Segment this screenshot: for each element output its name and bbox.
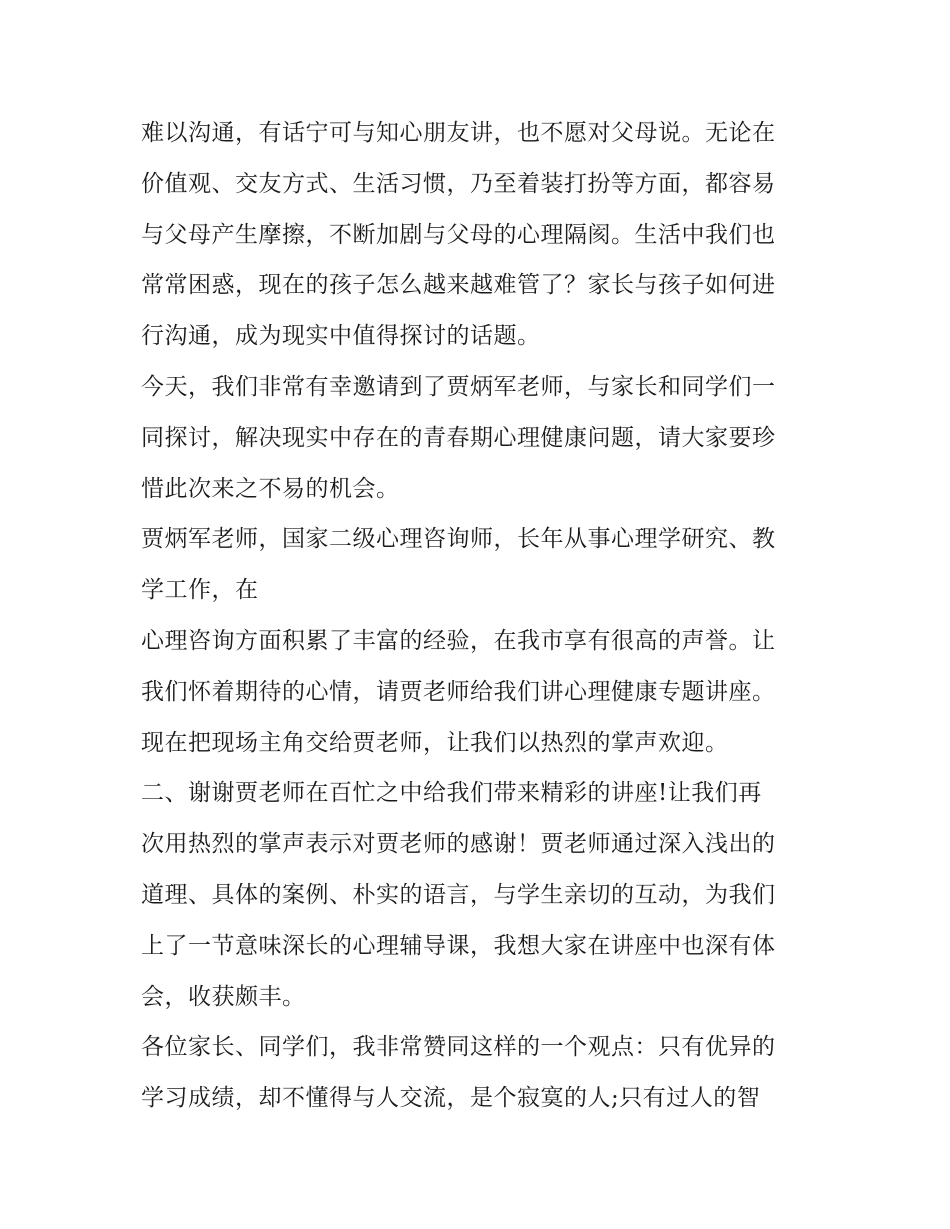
- text-line: 现在把现场主角交给贾老师，让我们以热烈的掌声欢迎。: [141, 729, 729, 756]
- text-line: 各位家长、同学们，我非常赞同这样的一个观点：只有优异的: [141, 1034, 776, 1061]
- text-line: 学习成绩，却不懂得与人交流，是个寂寞的人;只有过人的智: [141, 1085, 761, 1112]
- text-line: 心理咨询方面积累了丰富的经验，在我市享有很高的声誉。让: [141, 627, 776, 654]
- text-line: 我们怀着期待的心情，请贾老师给我们讲心理健康专题讲座。: [141, 678, 776, 705]
- text-line: 二、谢谢贾老师在百忙之中给我们带来精彩的讲座!让我们再: [141, 780, 762, 807]
- text-line: 学工作，在: [141, 577, 259, 604]
- text-line: 道理、具体的案例、朴实的语言，与学生亲切的互动，为我们: [141, 881, 776, 908]
- text-line: 常常困惑，现在的孩子怎么越来越难管了？家长与孩子如何进: [141, 272, 776, 299]
- text-line: 惜此次来之不易的机会。: [141, 475, 400, 502]
- text-line: 行沟通，成为现实中值得探讨的话题。: [141, 323, 541, 350]
- text-line: 上了一节意味深长的心理辅导课，我想大家在讲座中也深有体: [141, 932, 776, 959]
- document-body-text: [141, 108, 821, 1124]
- text-line: 今天，我们非常有幸邀请到了贾炳军老师，与家长和同学们一: [141, 373, 776, 400]
- text-line: 难以沟通，有话宁可与知心朋友讲，也不愿对父母说。无论在: [141, 120, 776, 146]
- text-line: 同探讨，解决现实中存在的青春期心理健康问题，请大家要珍: [141, 424, 776, 451]
- text-line: 贾炳军老师，国家二级心理咨询师，长年从事心理学研究、教: [141, 526, 776, 553]
- text-line: 价值观、交友方式、生活习惯，乃至着装打扮等方面，都容易: [141, 170, 776, 197]
- text-line: 次用热烈的掌声表示对贾老师的感谢！贾老师通过深入浅出的: [141, 831, 776, 858]
- text-line: 会，收获颇丰。: [141, 983, 306, 1010]
- text-line: 与父母产生摩擦，不断加剧与父母的心理隔阂。生活中我们也: [141, 221, 776, 248]
